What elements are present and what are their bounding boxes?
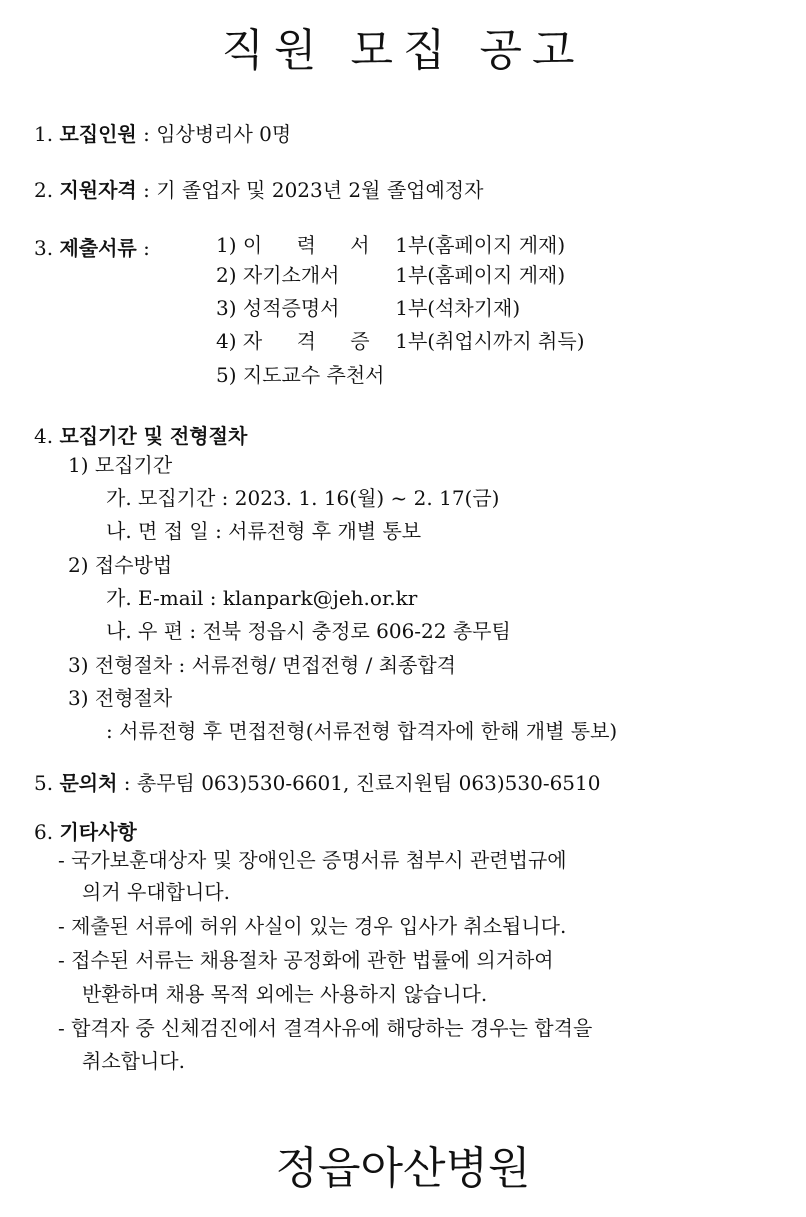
section-text: 총무팀 063)530-6601, 진료지원팀 063)530-6510 <box>136 771 601 795</box>
section-number: 2. <box>34 178 54 202</box>
section-text: 임상병리사 0명 <box>156 122 292 146</box>
procedure-line: 3) 전형절차 : 서류전형/ 면접전형 / 최종합격 <box>68 653 457 677</box>
separator: : <box>136 236 150 260</box>
procedure-line: 3) 전형절차 <box>68 686 173 710</box>
note-line: - 합격자 중 신체검진에서 결격사유에 해당하는 경우는 합격을 <box>58 1016 593 1040</box>
section-number: 5. <box>34 771 54 795</box>
section-heading: 제출서류 <box>59 236 137 260</box>
section-heading: 문의처 <box>59 771 118 795</box>
note-line: 취소합니다. <box>82 1049 185 1073</box>
procedure-line: 가. 모집기간 : 2023. 1. 16(월) ~ 2. 17(금) <box>106 486 500 510</box>
note-line: - 접수된 서류는 채용절차 공정화에 관한 법률에 의거하여 <box>58 948 554 972</box>
section-heading: 모집인원 <box>59 122 137 146</box>
procedure-line: 1) 모집기간 <box>68 453 173 477</box>
hospital-name: 정읍아산병원 <box>275 1143 531 1194</box>
section-documents <box>34 232 150 261</box>
section-number: 4. <box>34 424 54 448</box>
section-heading: 모집기간 및 전형절차 <box>59 424 248 448</box>
section-number: 1. <box>34 122 54 146</box>
procedure-line: 나. 우 편 : 전북 정읍시 충정로 606-22 총무팀 <box>106 619 511 643</box>
section-recruit-count <box>34 118 291 147</box>
note-line: - 국가보훈대상자 및 장애인은 증명서류 첨부시 관련법규에 <box>58 848 567 872</box>
section-number: 3. <box>34 236 54 260</box>
section-period-procedure <box>34 420 247 449</box>
section-heading: 기타사항 <box>59 820 137 844</box>
section-number: 6. <box>34 820 54 844</box>
document-item: 3) 성적증명서 1부(석차기재) <box>216 296 521 320</box>
procedure-line: : 서류전형 후 면접전형(서류전형 합격자에 한해 개별 통보) <box>106 719 618 743</box>
separator: : <box>136 122 157 146</box>
separator: : <box>117 771 137 795</box>
procedure-line: 나. 면 접 일 : 서류전형 후 개별 통보 <box>106 519 422 543</box>
document-item: 2) 자기소개서 1부(홈페이지 게재) <box>216 263 566 287</box>
document-item: 4) 자 격 증 1부(취업시까지 취득) <box>216 329 585 353</box>
document-item: 1) 이 력 서 1부(홈페이지 게재) <box>216 233 566 257</box>
note-line: 의거 우대합니다. <box>82 880 230 904</box>
procedure-line: 가. E-mail : klanpark@jeh.or.kr <box>106 586 418 610</box>
section-other <box>34 816 137 845</box>
section-contact <box>34 767 600 796</box>
procedure-line: 2) 접수방법 <box>68 553 173 577</box>
section-text: 기 졸업자 및 2023년 2월 졸업예정자 <box>156 178 484 202</box>
note-line: - 제출된 서류에 허위 사실이 있는 경우 입사가 취소됩니다. <box>58 914 567 938</box>
section-heading: 지원자격 <box>59 178 137 202</box>
note-line: 반환하며 채용 목적 외에는 사용하지 않습니다. <box>82 982 488 1006</box>
page-title: 직원 모집 공고 <box>221 25 585 76</box>
document-item: 5) 지도교수 추천서 <box>216 363 385 387</box>
separator: : <box>136 178 157 202</box>
section-qualification <box>34 174 483 203</box>
